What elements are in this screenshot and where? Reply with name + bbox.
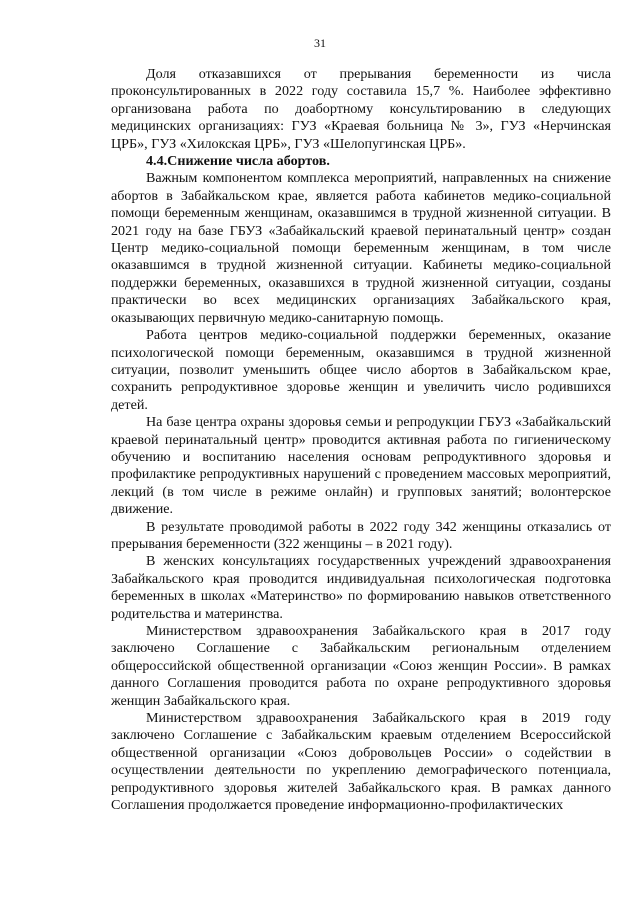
paragraph-results-2022: В результате проводимой работы в 2022 году 342 женщины отказались от прерывания беременности (322 женщины – в 2021 году).: [111, 518, 611, 552]
document-body: [111, 66, 611, 814]
paragraph-perinatal-center: На базе центра охраны здоровья семьи и репродукции ГБУЗ «Забайкальский краевой перинатальный центр» проводится активная работа по гигиеническому обучению и воспитанию населения основам репродуктивного здоровья и профилактике репродуктивных нарушений с проведением массовых мероприятий, лекций (в том числе в режиме онлайн) и групповых занятий; волонтерское движение.: [111, 414, 611, 518]
page-number: 31: [314, 36, 326, 50]
section-heading: 4.4.Снижение числа абортов.: [146, 153, 330, 170]
paragraph-womens-clinics: В женских консультациях государственных учреждений здравоохранения Забайкальского края проводится индивидуальная психологическая подготовка беременных в школах «Материнство» по формированию навыков ответственного родительства и материнства.: [111, 553, 611, 622]
paragraph-agreement-2017: Министерством здравоохранения Забайкальского края в 2017 году заключено Соглашение с Забайкальским региональным отделением общероссийской общественной организации «Союз женщин России». В рамках данного Соглашения проводится работа по охране репродуктивного здоровья женщин Забайкальского края.: [111, 623, 611, 709]
paragraph-medico-social-rooms: Важным компонентом комплекса мероприятий, направленных на снижение абортов в Забайкальском крае, является работа кабинетов медико-социальной помощи беременным женщинам, оказавшимся в трудной жизненной ситуации. В 2021 году на базе ГБУЗ «Забайкальский краевой перинатальный центр» создан Центр медико-социальной помощи беременным женщинам, в том числе оказавшимся в трудной жизненной ситуации. Кабинеты медико-социальной поддержки беременных, оказавшихся в трудной жизненной ситуации, созданы практически во всех медицинских организациях Забайкальского края, оказывающих первичную медико-санитарную помощь.: [111, 170, 611, 326]
paragraph-centers-work: Работа центров медико-социальной поддержки беременных, оказание психологической помощи беременным, оказавшимся в трудной жизненной ситуации, позволит уменьшить общее число абортов в Забайкальском крае, сохранить репродуктивное здоровье женщин и увеличить число родившихся детей.: [111, 327, 611, 413]
paragraph-refusal-share: Доля отказавшихся от прерывания беременности из числа проконсультированных в 2022 году составила 15,7 %. Наиболее эффективно организована работа по доабортному консультированию в следующих медицинских организациях: ГУЗ «Краевая больница № 3», ГУЗ «Нерчинская ЦРБ», ГУЗ «Хилокская ЦРБ», ГУЗ «Шелопугинская ЦРБ».: [111, 66, 611, 152]
paragraph-agreement-2019: Министерством здравоохранения Забайкальского края в 2019 году заключено Соглашение с Забайкальским краевым отделением Всероссийской общественной организации «Союз добровольцев России» о содействии в осуществлении деятельности по укреплению демографического потенциала, репродуктивного здоровья жителей Забайкальского края. В рамках данного Соглашения продолжается проведение информационно-профилактических: [111, 710, 611, 814]
